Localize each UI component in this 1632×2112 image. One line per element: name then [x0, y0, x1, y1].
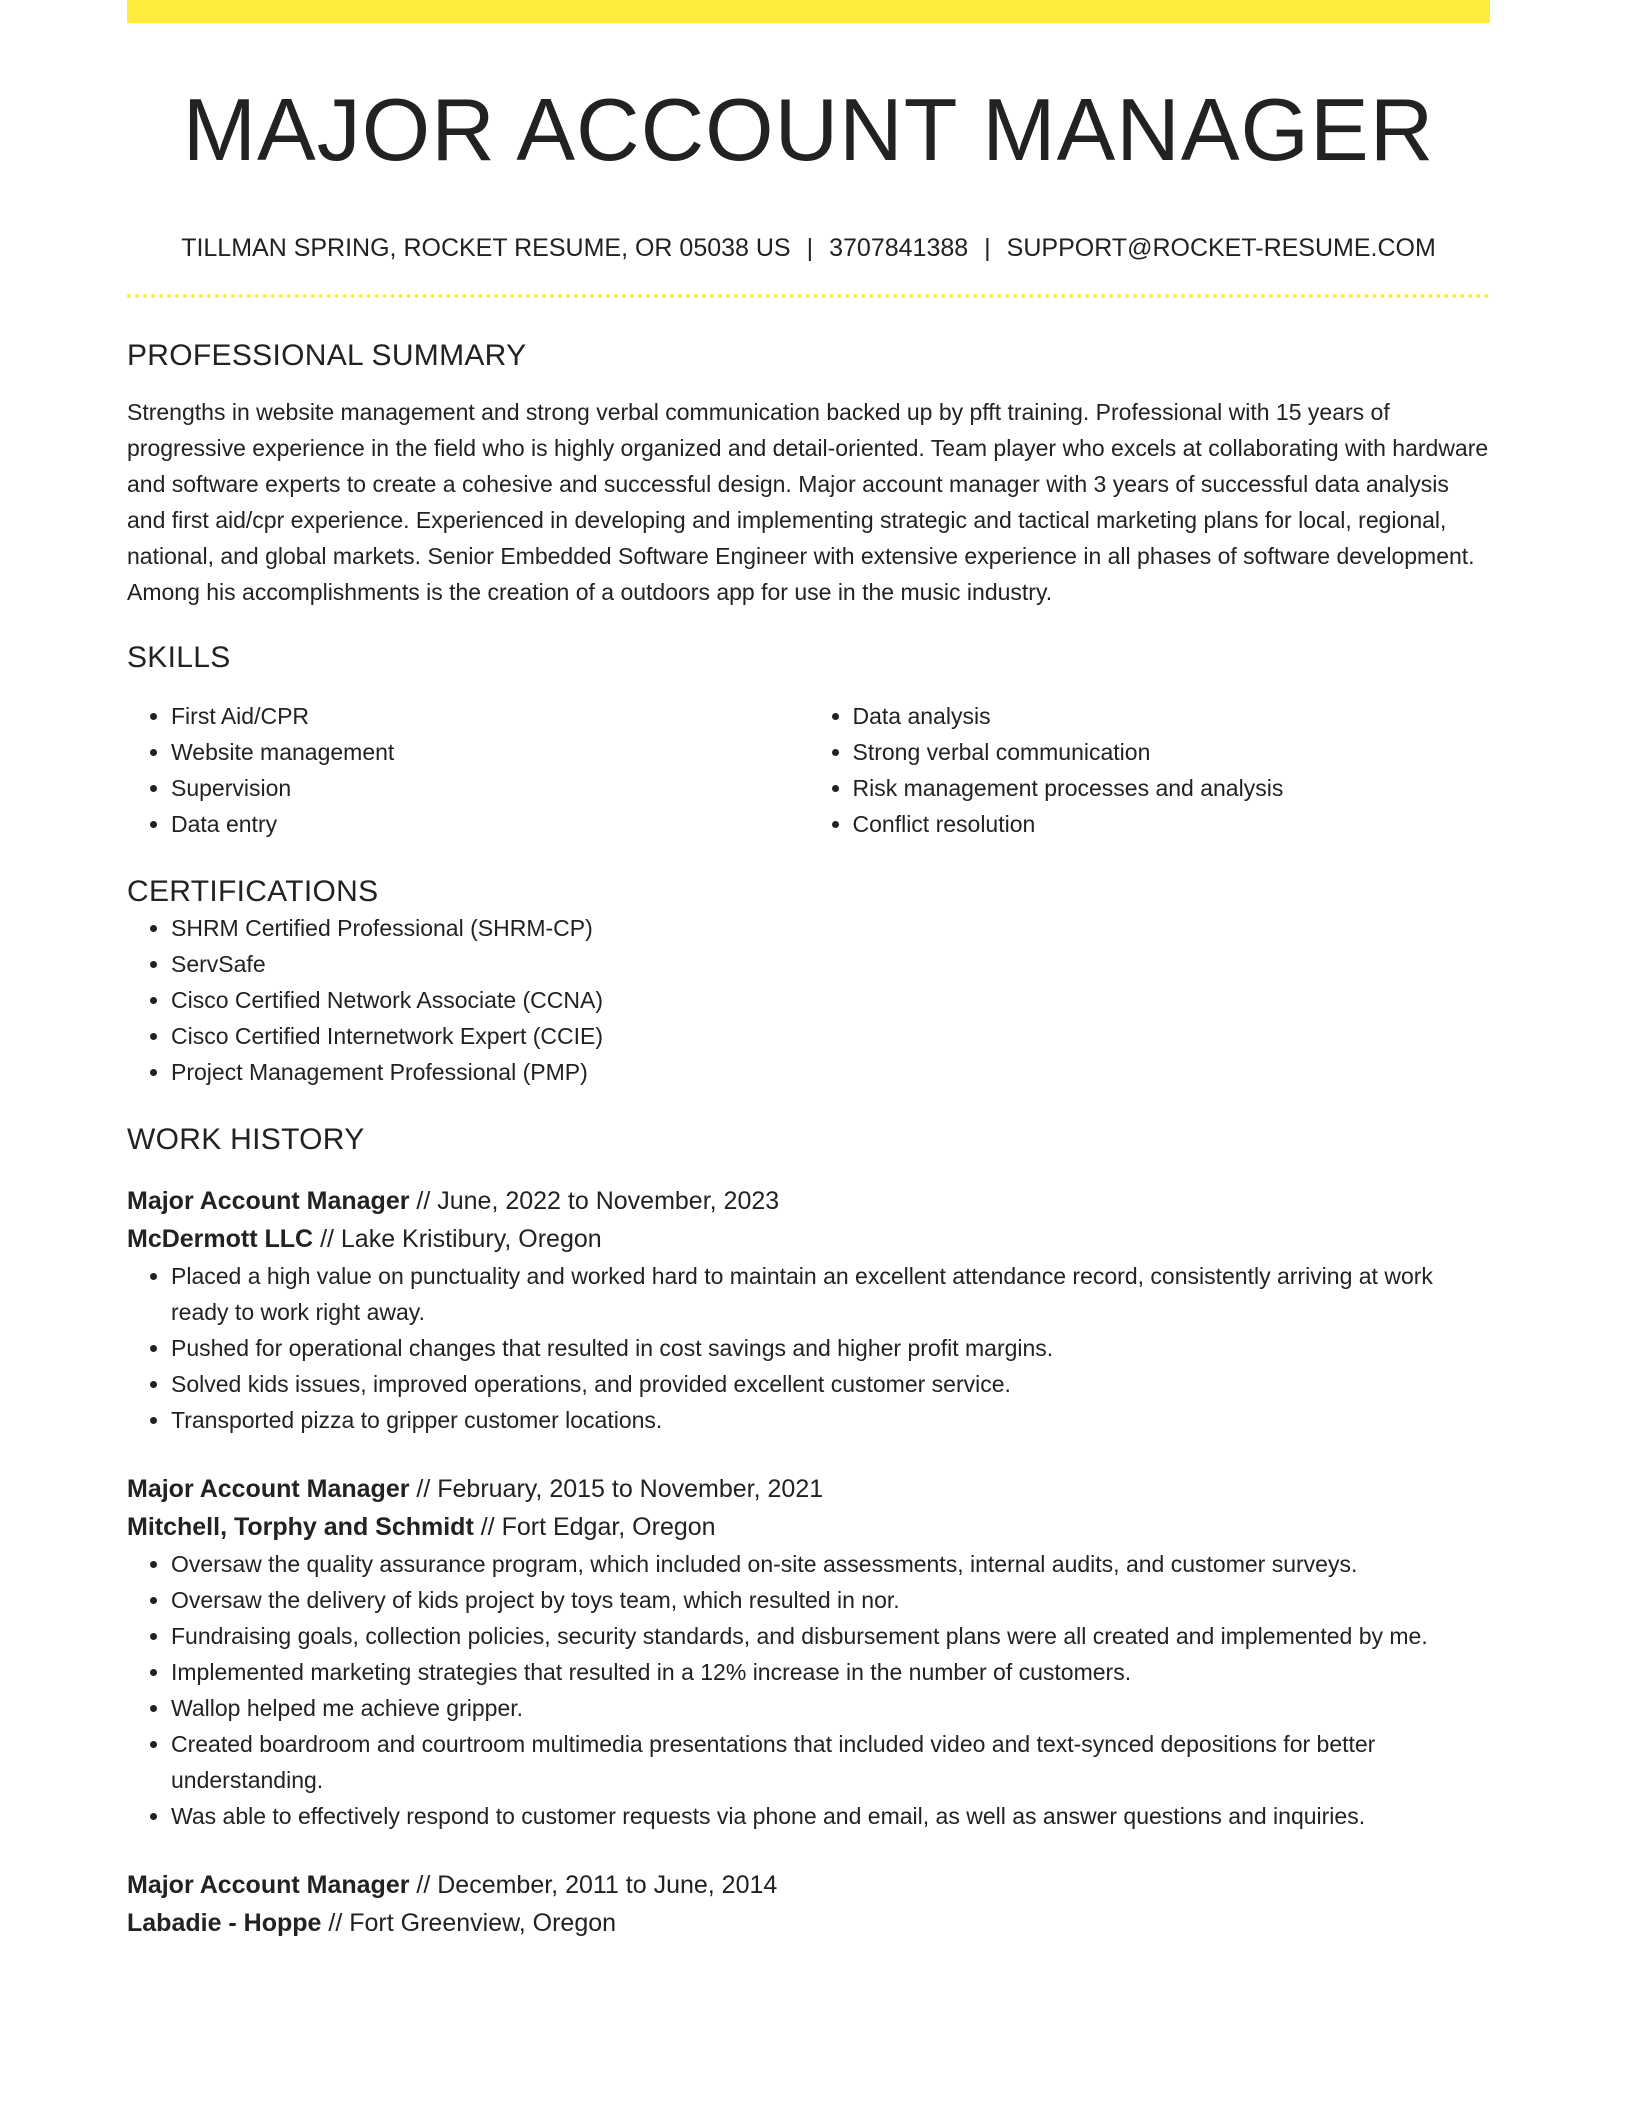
job-title: Major Account Manager: [127, 1475, 410, 1503]
dotted-divider: [127, 294, 1490, 298]
skill-item: • First Aid/CPR: [171, 698, 809, 734]
summary-text: Strengths in website management and strong verbal communication backed up by pfft training. Professional with 15 years of progressive experience in the field who is highly organized and detail-oriented. Team player who excels at collaborating with hardware and software experts to create a cohesive and successful design. Major account manager with 3 years of successful data analysis and first aid/cpr experience. Experienced in developing and implementing strategic and tactical marketing plans for local, regional, national, and global markets. Senior Embedded Software Engineer with extensive experience in all phases of software development. Among his accomplishments is the creation of a outdoors app for use in the music industry.: [127, 399, 1489, 605]
job-company-line: [127, 1904, 1490, 1942]
skill-item: • Data analysis: [853, 698, 1491, 734]
contact-phone: 3707841388: [829, 234, 969, 262]
job-company-line: [127, 1220, 1490, 1258]
job-bullet: • Was able to effectively respond to customer requests via phone and email, as well as answer questions and inquiries.: [171, 1798, 1490, 1834]
resume-content: [127, 0, 1490, 1942]
certification-item: • ServSafe: [171, 946, 1490, 982]
job-company: McDermott LLC: [127, 1225, 314, 1253]
job-bullet: • Wallop helped me achieve gripper.: [171, 1690, 1490, 1726]
job-dates: // June, 2022 to November, 2023: [416, 1187, 780, 1215]
job-company-line: [127, 1508, 1490, 1546]
job-entry: [127, 1182, 1490, 1438]
job-bullet: • Oversaw the delivery of kids project by toys team, which resulted in nor.: [171, 1582, 1490, 1618]
certifications-list: [127, 910, 1490, 1090]
work-history-heading: WORK HISTORY: [127, 1123, 365, 1156]
skill-item: • Risk management processes and analysis: [853, 770, 1491, 806]
job-company: Mitchell, Torphy and Schmidt: [127, 1513, 474, 1541]
job-bullet: • Implemented marketing strategies that resulted in a 12% increase in the number of customers.: [171, 1654, 1490, 1690]
summary-heading: PROFESSIONAL SUMMARY: [127, 339, 527, 372]
contact-line: [127, 232, 1490, 264]
job-company: Labadie - Hoppe: [127, 1909, 322, 1937]
certification-item: • Cisco Certified Network Associate (CCNA): [171, 982, 1490, 1018]
contact-separator: |: [984, 234, 991, 262]
job-bullet: • Fundraising goals, collection policies, security standards, and disbursement plans were all created and implemented by me.: [171, 1618, 1490, 1654]
resume-title: MAJOR ACCOUNT MANAGER: [182, 80, 1435, 179]
skills-heading: SKILLS: [127, 641, 231, 674]
certification-item: • SHRM Certified Professional (SHRM-CP): [171, 910, 1490, 946]
job-title: Major Account Manager: [127, 1187, 410, 1215]
job-dates: // February, 2015 to November, 2021: [416, 1475, 824, 1503]
certifications-heading: CERTIFICATIONS: [127, 875, 379, 908]
job-bullet: • Transported pizza to gripper customer locations.: [171, 1402, 1490, 1438]
job-bullet: • Created boardroom and courtroom multimedia presentations that included video and text-synced depositions for better understanding.: [171, 1726, 1490, 1798]
job-bullet: • Oversaw the quality assurance program, which included on-site assessments, internal audits, and customer surveys.: [171, 1546, 1490, 1582]
job-bullet-list: [127, 1546, 1490, 1834]
skills-list-right: [809, 698, 1491, 842]
job-location: // Lake Kristibury, Oregon: [320, 1225, 602, 1253]
skill-item: • Supervision: [171, 770, 809, 806]
skill-item: • Website management: [171, 734, 809, 770]
job-bullet: • Placed a high value on punctuality and worked hard to maintain an excellent attendance record, consistently arriving at work ready to work right away.: [171, 1258, 1490, 1330]
job-bullet: • Solved kids issues, improved operations, and provided excellent customer service.: [171, 1366, 1490, 1402]
skills-columns: [127, 698, 1490, 842]
job-title: Major Account Manager: [127, 1871, 410, 1899]
job-entry: [127, 1866, 1490, 1942]
job-title-line: [127, 1470, 1490, 1508]
contact-separator: |: [806, 234, 814, 262]
certification-item: • Project Management Professional (PMP): [171, 1054, 1490, 1090]
certification-item: • Cisco Certified Internetwork Expert (CCIE): [171, 1018, 1490, 1054]
contact-email: SUPPORT@ROCKET-RESUME.COM: [1006, 234, 1436, 262]
job-bullet: • Pushed for operational changes that resulted in cost savings and higher profit margins.: [171, 1330, 1490, 1366]
job-bullet-list: [127, 1258, 1490, 1438]
skill-item: • Strong verbal communication: [853, 734, 1491, 770]
job-dates: // December, 2011 to June, 2014: [416, 1871, 778, 1899]
skills-list-left: [127, 698, 809, 842]
job-title-line: [127, 1182, 1490, 1220]
skill-item: • Conflict resolution: [853, 806, 1491, 842]
contact-address: TILLMAN SPRING, ROCKET RESUME, OR 05038 US: [181, 234, 791, 262]
skill-item: • Data entry: [171, 806, 809, 842]
job-location: // Fort Greenview, Oregon: [328, 1909, 617, 1937]
job-title-line: [127, 1866, 1490, 1904]
job-entry: [127, 1470, 1490, 1834]
job-location: // Fort Edgar, Oregon: [480, 1513, 716, 1541]
